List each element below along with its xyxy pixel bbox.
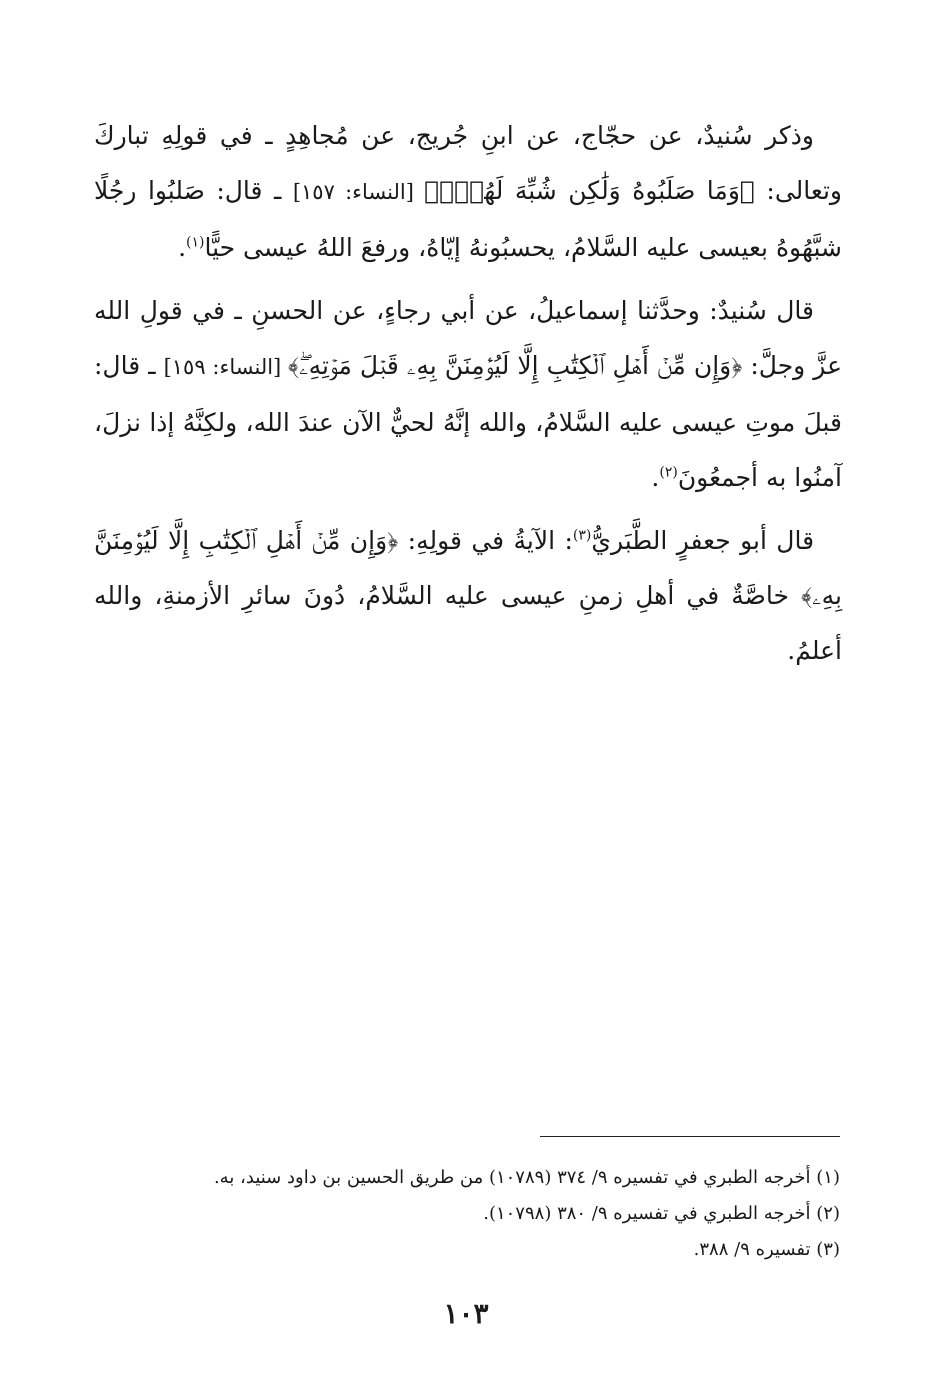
quran-verse: ﴿وَإِن مِّنۡ أَهۡلِ ٱلۡكِتَٰبِ إِلَّا لَيُؤۡمِنَنَّ بِهِۦ قَبۡلَ مَوۡتِهِۦۖ﴾	[288, 351, 743, 380]
text-run: قال أبو جعفرٍ الطَّبَريُّ	[591, 526, 815, 555]
paragraph-1	[94, 108, 842, 275]
footnote-separator	[540, 1136, 840, 1137]
footnote-3: (٣) تفسيره ٩/ ٣٨٨.	[693, 1239, 840, 1260]
quran-verse: ﴿وَإِن مِّنۡ أَهۡلِ ٱلۡكِتَٰبِ إِلَّا لَيُؤۡمِنَنَّ بِهِۦ﴾	[94, 526, 842, 610]
text-run: خاصَّةٌ في أهلِ زمنِ عيسى عليه السَّلامُ، دُونَ سائرِ الأزمنةِ، والله أعلمُ.	[94, 581, 842, 665]
text-run: ـ قال: قبلَ موتِ عيسى عليه السَّلامُ، والله إنَّهُ لحيٌّ الآن عندَ الله، ولكِنَّهُ إذا نزلَ، آمنُوا به أجمعُونَ	[94, 351, 842, 492]
verse-reference: [النساء: ١٥٧]	[292, 180, 425, 204]
footnote-2: (٢) أخرجه الطبري في تفسيره ٩/ ٣٨٠ (١٠٧٩٨).	[483, 1203, 840, 1224]
paragraph-3	[94, 513, 842, 678]
text-run: وذكر سُنيدٌ، عن حجّاج، عن ابنِ جُريج، عن مُجاهِدٍ ـ في قولِهِ تباركَ وتعالى:	[94, 121, 842, 205]
text-run: .	[651, 463, 660, 492]
quran-verse: ﴿وَمَا صَلَبُوهُ وَلَٰكِن شُبِّهَ لَهُمۡۚ﴾	[424, 176, 755, 205]
text-run: .	[178, 233, 187, 262]
text-run: ـ قال: صَلبُوا رجُلًا شبَّهُوهُ بعيسى عليه السَّلامُ، يحسبُونهُ إيّاهُ، ورفعَ اللهُ عيسى حيًّا	[94, 176, 842, 262]
footnotes	[94, 1160, 840, 1268]
text-run: : الآيةُ في قولِهِ:	[398, 526, 573, 555]
footnote-marker[interactable]: (٢)	[659, 464, 678, 481]
text-run: قال سُنيدٌ: وحدَّثنا إسماعيلُ، عن أبي رجاءٍ، عن الحسنِ ـ في قولِ الله عزَّ وجلَّ:	[94, 296, 842, 380]
verse-reference: [النساء: ١٥٩]	[163, 355, 289, 379]
paragraph-2	[94, 283, 842, 505]
footnote-marker[interactable]: (١)	[186, 234, 205, 251]
footnote-1: (١) أخرجه الطبري في تفسيره ٩/ ٣٧٤ (١٠٧٨٩) من طريق الحسين بن داود سنيد، به.	[213, 1167, 840, 1188]
footnote-marker[interactable]: (٣)	[572, 527, 592, 544]
page-number: ١٠٣	[443, 1297, 489, 1330]
main-text	[94, 108, 842, 686]
